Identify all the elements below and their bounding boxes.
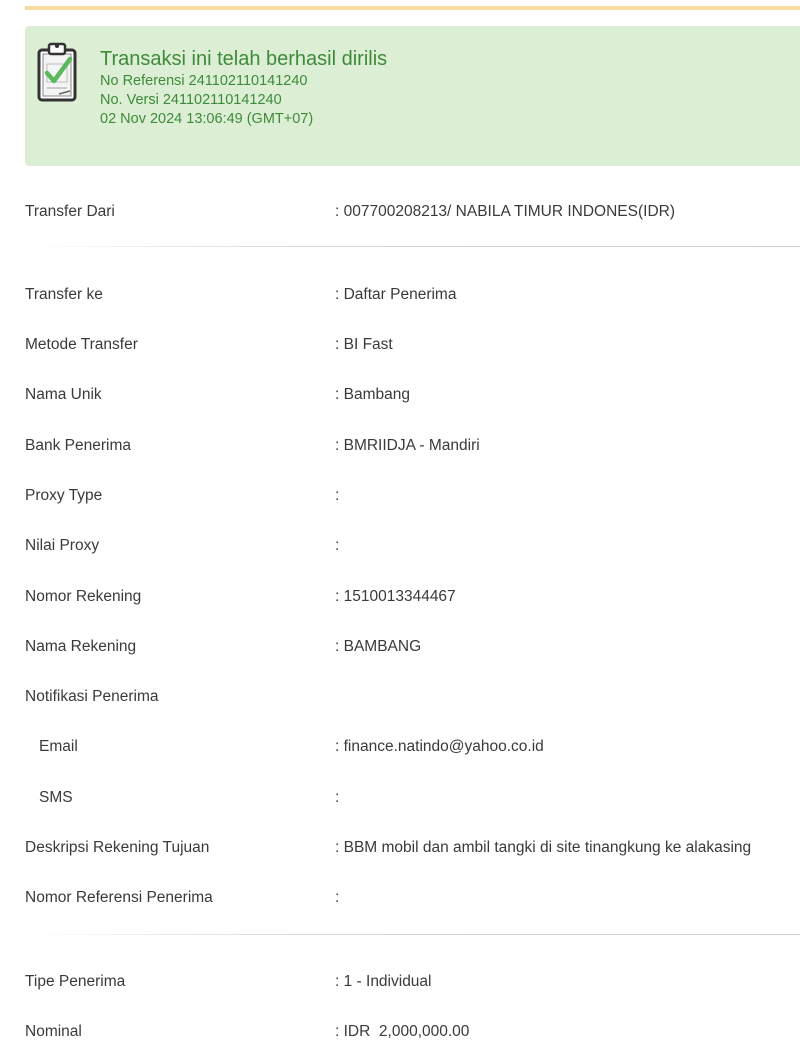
transaction-datetime: 02 Nov 2024 13:06:49 (GMT+07) [100, 111, 314, 127]
value-nilai-proxy: : [335, 537, 340, 554]
row-transfer-ke [25, 283, 800, 307]
label-nomor-rekening: Nomor Rekening [25, 588, 142, 605]
label-proxy-type: Proxy Type [25, 487, 103, 504]
value-proxy-type: : [335, 487, 340, 504]
row-proxy-type [25, 484, 800, 508]
row-email [25, 735, 800, 759]
value-tipe-penerima: : 1 - Individual [335, 973, 432, 990]
row-nominal [25, 1020, 800, 1044]
row-nilai-proxy [25, 534, 800, 558]
divider [25, 934, 800, 935]
label-sms: SMS [39, 789, 73, 806]
value-metode-transfer: : BI Fast [335, 336, 393, 353]
label-nomor-referensi-penerima: Nomor Referensi Penerima [25, 889, 213, 906]
version-number: No. Versi 241102110141240 [100, 92, 282, 108]
label-deskripsi-rekening-tujuan: Deskripsi Rekening Tujuan [25, 839, 210, 856]
banner-title: Transaksi ini telah berhasil dirilis [100, 48, 388, 70]
row-deskripsi-rekening-tujuan [25, 836, 800, 860]
label-tipe-penerima: Tipe Penerima [25, 973, 126, 990]
clipboard-check-icon [37, 40, 77, 102]
value-transfer-dari: : 007700208213/ NABILA TIMUR INDONES(IDR) [335, 203, 675, 220]
row-notifikasi-penerima [25, 685, 800, 709]
value-email: : finance.natindo@yahoo.co.id [335, 738, 544, 755]
divider [25, 246, 800, 247]
success-banner [25, 26, 800, 166]
reference-number: No Referensi 241102110141240 [100, 73, 308, 89]
label-bank-penerima: Bank Penerima [25, 437, 131, 454]
value-nama-unik: : Bambang [335, 386, 410, 403]
value-transfer-ke: : Daftar Penerima [335, 286, 457, 303]
value-deskripsi-rekening-tujuan: : BBM mobil dan ambil tangki di site tinangkung ke alakasing [335, 839, 752, 856]
label-email: Email [39, 738, 78, 755]
value-nama-rekening: : BAMBANG [335, 638, 422, 655]
banner-text [100, 46, 387, 129]
row-transfer-dari [25, 200, 800, 224]
value-nominal: : IDR 2,000,000.00 [335, 1023, 470, 1040]
label-metode-transfer: Metode Transfer [25, 336, 138, 353]
value-bank-penerima: : BMRIIDJA - Mandiri [335, 437, 480, 454]
value-sms: : [335, 789, 340, 806]
label-transfer-dari: Transfer Dari [25, 203, 115, 220]
top-accent-bar [25, 6, 800, 10]
row-nama-unik [25, 383, 800, 407]
value-nomor-referensi-penerima: : [335, 889, 340, 906]
label-nominal: Nominal [25, 1023, 82, 1040]
row-bank-penerima [25, 434, 800, 458]
label-nama-rekening: Nama Rekening [25, 638, 137, 655]
label-nama-unik: Nama Unik [25, 386, 102, 403]
row-nomor-rekening [25, 585, 800, 609]
label-notifikasi-penerima: Notifikasi Penerima [25, 688, 159, 705]
row-tipe-penerima [25, 970, 800, 994]
row-sms [25, 786, 800, 810]
label-nilai-proxy: Nilai Proxy [25, 537, 100, 554]
value-nomor-rekening: : 1510013344467 [335, 588, 456, 605]
label-transfer-ke: Transfer ke [25, 286, 103, 303]
row-metode-transfer [25, 333, 800, 357]
row-nomor-referensi-penerima [25, 886, 800, 910]
row-nama-rekening [25, 635, 800, 659]
